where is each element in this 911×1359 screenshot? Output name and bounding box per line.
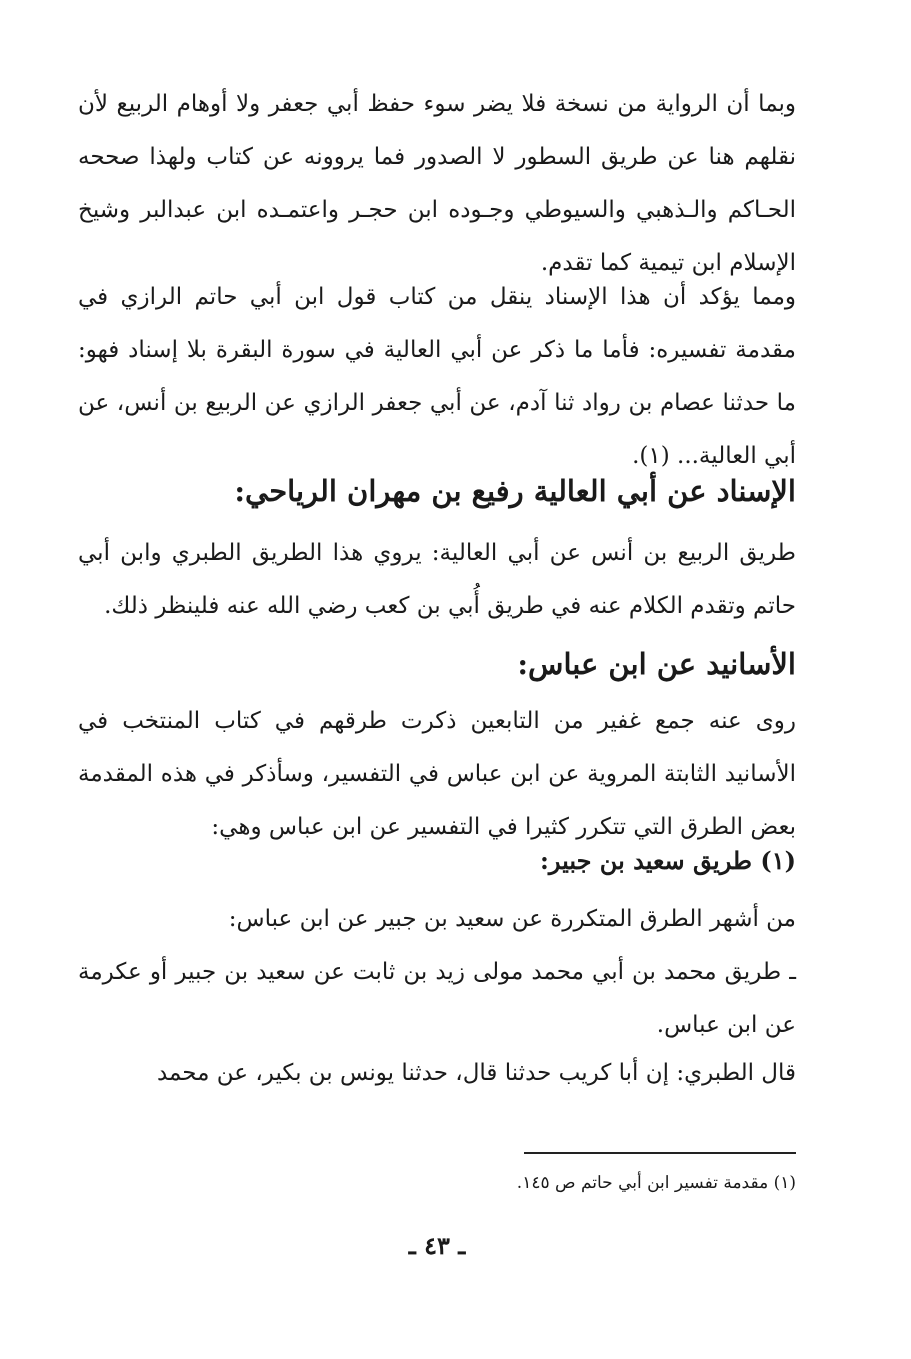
heading-abu-al-aliya-isnad: الإسناد عن أبي العالية رفيع بن مهران الرياحي:: [234, 474, 796, 508]
paragraph-tabari-quote: قال الطبري: إن أبا كريب حدثنا قال، حدثنا يونس بن بكير، عن محمد: [156, 1060, 796, 1086]
heading-ibn-abbas-isnads: الأسانيد عن ابن عباس:: [517, 647, 796, 681]
paragraph-ibn-abi-hatim-quote: ومما يؤكد أن هذا الإسناد ينقل من كتاب قول ابن أبي حاتم الرازي في مقدمة تفسيره: فأما ما ذكر عن أبي العالية في سورة البقرة بلا إسناد فهو: ما حدثنا عصام بن رواد ثنا آدم، عن أبي جعفر الرازي عن الربيع بن أنس، عن أبي العالية... (١).: [78, 284, 796, 469]
paragraph-ibn-abbas-routes-intro: روى عنه جمع غفير من التابعين ذكرت طرقهم في كتاب المنتخب في الأسانيد الثابتة المروية عن ابن عباس في التفسير، وسأذكر في هذه المقدمة بعض الطرق التي تتكرر كثيرا في التفسير عن ابن عباس وهي:: [78, 708, 796, 840]
paragraph-muhammad-route: ـ طريق محمد بن أبي محمد مولى زيد بن ثابت عن سعيد بن جبير أو عكرمة عن ابن عباس.: [78, 959, 796, 1038]
page-number: ـ ٤٣ ـ: [408, 1231, 466, 1260]
paragraph-narration-from-copy: وبما أن الرواية من نسخة فلا يضر سوء حفظ أبي جعفر ولا أوهام الربيع لأن نقلهم هنا عن طريق السطور لا الصدور فما يروونه عن كتاب ولهذا صححه الحـاكم والـذهبي والسيوطي وجـوده ابن حجـر واعتمـده ابن عبدالبر وشيخ الإسلام ابن تيمية كما تقدم.: [78, 91, 796, 276]
subheading-saeed-ibn-jubayr-route: (١) طريق سعيد بن جبير:: [540, 846, 796, 875]
paragraph-rabi-ibn-anas-route: طريق الربيع بن أنس عن أبي العالية: يروي هذا الطريق الطبري وابن أبي حاتم وتقدم الكلام عنه في طريق أُبي بن كعب رضي الله عنه فلينظر ذلك.: [78, 540, 796, 619]
footnote-1: (١) مقدمة تفسير ابن أبي حاتم ص ١٤٥.: [516, 1173, 796, 1193]
paragraph-famous-routes: من أشهر الطرق المتكررة عن سعيد بن جبير عن ابن عباس:: [228, 906, 796, 932]
document-page: [78, 78, 796, 1338]
footnote-divider: [524, 1152, 796, 1154]
